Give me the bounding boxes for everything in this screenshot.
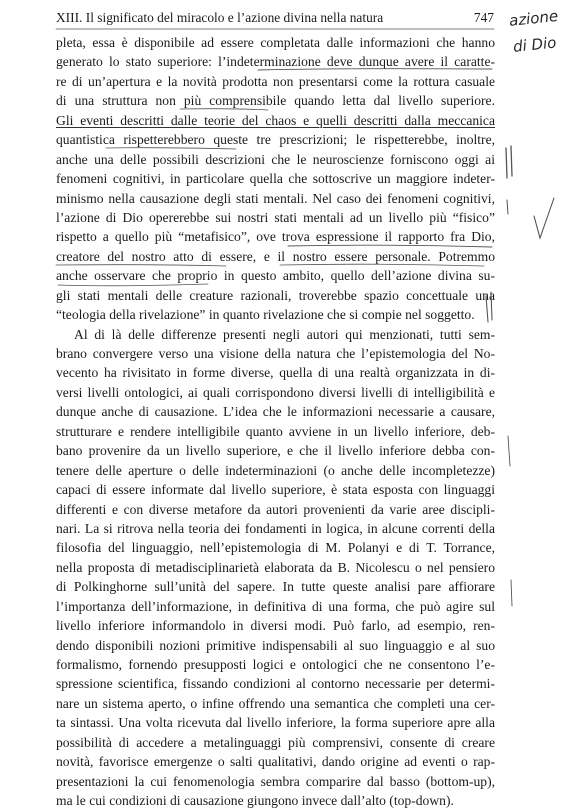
text-line: capaci di essere informate dal livello superiore, è stata esposta con linguaggi [56,482,495,498]
text-line: presentazioni la cui fenomenologia sembra comparire dal basso (bottom-up), [56,773,495,789]
text-line: rispetto a quello più “metafisico”, ove trova espressione il rapporto fra Dio, [56,229,495,245]
pencil-mark [511,580,512,606]
text-line: creatore del nostro atto di essere, e il nostro essere personale. Potremmo [56,248,495,264]
text-line: ma le cui condizioni di causazione giungono invece dall’alto (top-down). [56,793,454,809]
text-line: quantistica rispetterebbero queste tre prescrizioni; le rispetterebbe, inoltre, [56,132,495,148]
text-line: dendo disponibili nozioni primitive indispensabili al suo linguaggio e al suo [56,637,495,653]
text-line: differenti e con diverse metafore da autori provenienti da varie aree discipli- [56,501,495,517]
text-line: possibilità di accedere a metalinguaggi più comprensivi, consente di creare [56,734,495,750]
running-title: XIII. Il significato del miracolo e l’azione divina nella natura [56,10,384,25]
pencil-mark [507,200,508,214]
text-line: anche osservare che proprio in questo ambito, quello dell’azione divina su- [56,268,495,284]
text-line: nare un sistema aperto, o infine offrendo una semantica che completi una cer- [56,695,495,711]
text-line: spressione scientifica, fissando condizioni al contorno necessarie per determi- [56,676,495,692]
text-line: versi livelli ontologici, ai quali corrispondono diversi livelli di intelligibilità e [56,384,495,400]
text-line: filosofia del linguaggio, nell’epistemologia di M. Polanyi e di T. Torrance, [56,540,495,556]
pencil-mark [511,146,512,176]
text-line: di Polkinghorne sull’unità del sapere. In tutte queste analisi pare affiorare [56,579,495,595]
text-line: minismo nella causazione degli stati mentali. Nel caso dei fenomeni cognitivi, [56,190,495,206]
text-line: dunque anche di causazione. L’idea che le informazioni necessarie a causare, [56,404,495,420]
page-number: 747 [473,10,494,25]
text-line: anche una delle possibili descrizioni che le neuroscienze forniscono oggi ai [56,151,495,167]
text-line: di una struttura non più comprensibile quando letta dal livello superiore. [56,93,495,109]
text-line: formalismo, fornendo presupposti logici e ontologici che ne consentono l’e- [56,657,495,672]
text-line: brano convergere verso una visione della natura che l’epistemologia del No- [56,346,495,361]
pencil-mark [508,436,510,466]
text-line: strutturare e rendere intelligibile quanto avviene in un livello inferiore, deb- [56,423,495,439]
text-line: tenere delle aperture o delle indeterminazioni (o anche delle incompletezze) [56,462,495,478]
text-line: novità, favorisce emergenze o salti qualitativi, dando origine ad eventi o rap- [56,754,495,770]
text-line: nella proposta di metadisciplinarietà elaborata da B. Nicolescu o nel pensiero [56,559,495,575]
text-line: l’importanza dell’informazione, in definitiva di una forma, che può agire sul [56,598,495,614]
text-line: fenomeni cognitivi, in particolare quella che sottoscrive un maggiore indeter- [56,171,495,187]
text-line: gli stati mentali delle creature razionali, troverebbe spazio concettuale una [56,287,495,303]
text-line: bano provenire da un livello superiore, e che il livello inferiore debba con- [56,443,495,459]
pencil-checkmark [534,198,554,238]
text-line: pleta, essa è disponibile ad essere completata dalle informazioni che hanno [56,35,495,50]
text-line: nari. La si ritrova nella teoria dei fondamenti in logica, in alcune correnti della [56,520,495,536]
text-line: generato lo stato superiore: l’indeterminazione deve dunque avere il caratte- [56,54,495,70]
pencil-mark [506,148,507,178]
body-text [56,33,495,811]
text-line: “teologia della rivelazione” in quanto rivelazione che si compie nel soggetto. [56,307,475,323]
text-line: l’azione di Dio opererebbe sui nostri stati mentali ad un livello più “fisico” [56,209,495,225]
text-line: Gli eventi descritti dalle teorie del chaos e quelli descritti dalla meccanica [56,112,495,128]
text-line: re di un’apertura e la novità prodotta non presentarsi come la rottura casuale [56,73,495,89]
margin-note: di Dio [512,33,558,56]
text-line: ta sintassi. Una volta ricevuta dal livello inferiore, la forma superiore apre alla [56,715,495,731]
margin-note: azione [508,6,559,30]
text-line: livello inferiore informandolo in diversi modi. Può farlo, ad esempio, ren- [56,618,495,634]
text-line: Al di là delle differenze presenti negli autori qui menzionati, tutti sem- [74,326,495,342]
text-line: vecento ha rivisitato in forme diverse, quella di una realtà organizzata in di- [56,365,495,381]
